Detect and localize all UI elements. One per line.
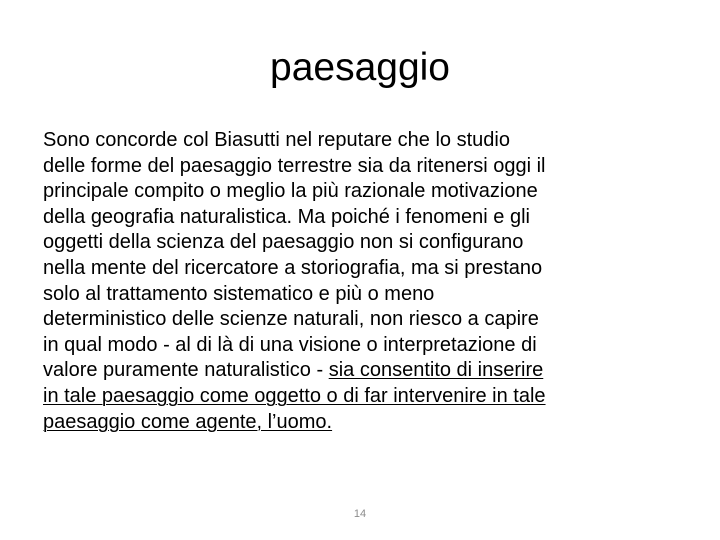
body-line [43, 384, 683, 410]
underlined-text: in tale paesaggio come oggetto o di far intervenire in tale [43, 384, 546, 407]
underlined-text: paesaggio come agente, l’uomo. [43, 410, 333, 433]
body-line [43, 282, 683, 308]
slide-body-text [43, 128, 683, 435]
body-line [43, 128, 683, 154]
body-line [43, 256, 683, 282]
body-text: oggetti della scienza del paesaggio non si configurano [43, 231, 524, 254]
body-text: solo al trattamento sistematico e più o meno [43, 282, 435, 305]
body-text: in qual modo - al di là di una visione o interpretazione di [43, 333, 537, 356]
underlined-text: sia consentito di inserire [328, 359, 544, 382]
body-line [43, 230, 683, 256]
body-line [43, 410, 683, 436]
body-line [43, 307, 683, 333]
body-line [43, 333, 683, 359]
body-line [43, 358, 683, 384]
body-text: principale compito o meglio la più razionale motivazione [43, 180, 538, 203]
body-line [43, 205, 683, 231]
body-text: deterministico delle scienze naturali, non riesco a capire [43, 308, 539, 331]
body-text: Sono concorde col Biasutti nel reputare che lo studio [43, 129, 510, 151]
slide-number: 14 [353, 508, 367, 520]
body-text: della geografia naturalistica. Ma poiché i fenomeni e gli [43, 205, 530, 228]
body-line [43, 154, 683, 180]
body-text: delle forme del paesaggio terrestre sia da ritenersi oggi il [43, 154, 546, 177]
slide-title: paesaggio [270, 46, 450, 89]
body-line [43, 179, 683, 205]
body-text: valore puramente naturalistico - [43, 359, 329, 382]
body-text: nella mente del ricercatore a storiografia, ma si prestano [43, 256, 543, 279]
